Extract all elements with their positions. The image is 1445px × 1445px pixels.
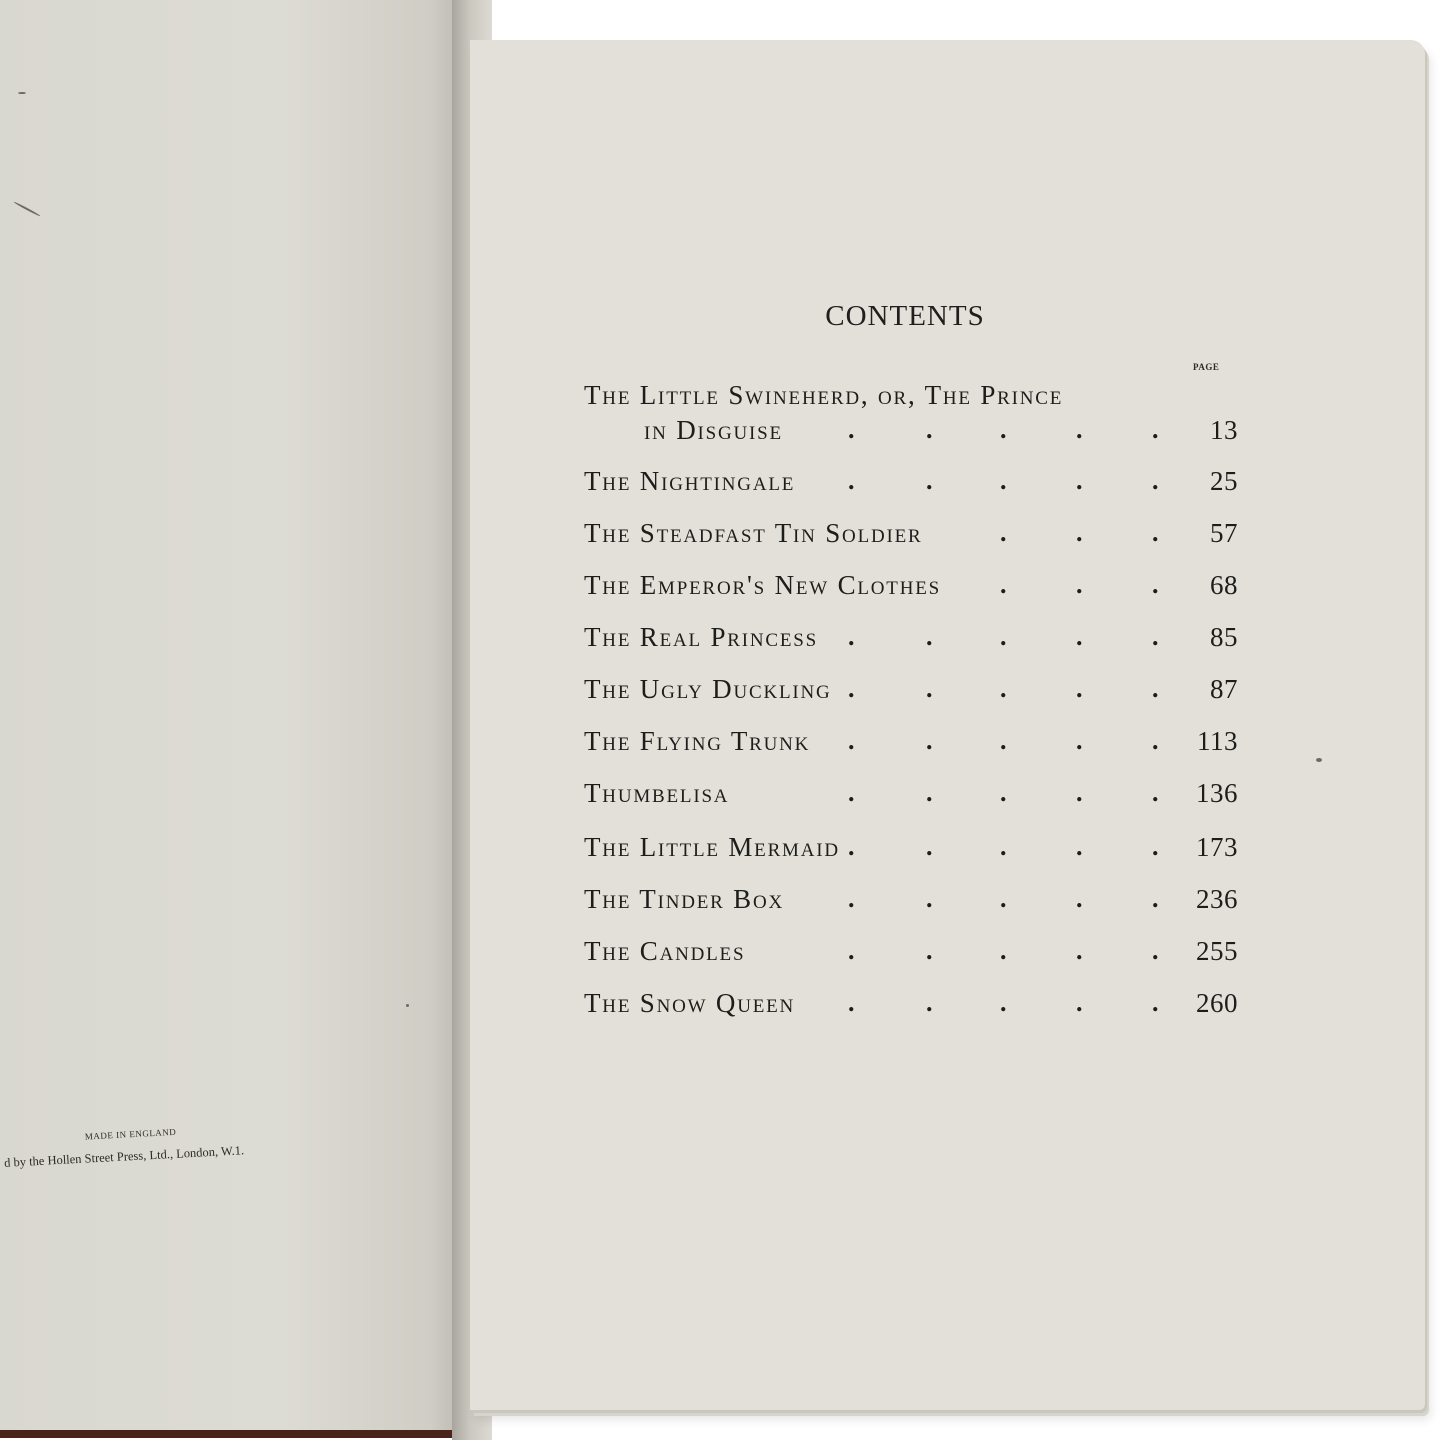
toc-entry-title: The Flying Trunk [584, 726, 811, 756]
leader-dot: . [848, 674, 855, 703]
leader-dot: . [1000, 832, 1007, 861]
leader-dot: . [926, 884, 933, 913]
leader-dot: . [1076, 832, 1083, 861]
leader-dot: . [848, 778, 855, 807]
leader-dot: . [1152, 832, 1159, 861]
leader-dot: . [1076, 988, 1083, 1017]
toc-entry-page-number: 85 [1210, 622, 1238, 652]
leader-dot: . [1076, 936, 1083, 965]
toc-entry [584, 778, 1244, 818]
toc-entry [584, 518, 1244, 558]
toc-entry-page-number: 25 [1210, 466, 1238, 496]
toc-entry [584, 622, 1244, 662]
leader-dot: . [848, 726, 855, 755]
toc-entry-title: The Little Swineherd, or, The Prince [584, 380, 1064, 410]
leader-dot: . [926, 726, 933, 755]
leader-dot: . [1000, 674, 1007, 703]
leader-dot: . [1152, 518, 1159, 547]
leader-dot: . [1000, 415, 1007, 444]
toc-entry-page-number: 260 [1196, 988, 1238, 1018]
toc-entry-title: The Little Mermaid [584, 832, 840, 862]
toc-entry-title: The Candles [584, 936, 746, 966]
toc-entry [584, 832, 1244, 872]
leader-dot: . [1000, 988, 1007, 1017]
leader-dot: . [1076, 622, 1083, 651]
leader-dot: . [1076, 466, 1083, 495]
leader-dot: . [1000, 778, 1007, 807]
leader-dot: . [1152, 884, 1159, 913]
toc-entry-page-number: 136 [1196, 778, 1238, 808]
leader-dot: . [926, 415, 933, 444]
made-in-england-label: MADE IN ENGLAND [84, 1126, 177, 1142]
leader-dot: . [1152, 988, 1159, 1017]
contents-heading: CONTENTS [825, 300, 985, 332]
leader-dot: . [1076, 570, 1083, 599]
right-page [470, 40, 1425, 1410]
leader-dot: . [1152, 936, 1159, 965]
leader-dot: . [926, 832, 933, 861]
toc-entry-page-number: 173 [1196, 832, 1238, 862]
toc-entry-title-continued: in Disguise [644, 415, 783, 445]
toc-entry [584, 884, 1244, 924]
leader-dot: . [1000, 518, 1007, 547]
toc-entry-page-number: 68 [1210, 570, 1238, 600]
leader-dot: . [926, 936, 933, 965]
toc-entry-title: The Snow Queen [584, 988, 796, 1018]
leader-dot: . [1076, 726, 1083, 755]
paper-speck [13, 201, 40, 217]
toc-entry-page-number: 57 [1210, 518, 1238, 548]
leader-dot: . [848, 832, 855, 861]
leader-dot: . [1076, 674, 1083, 703]
leader-dot: . [1152, 726, 1159, 755]
paper-speck [1316, 758, 1322, 762]
toc-entry-title: Thumbelisa [584, 778, 730, 808]
leader-dot: . [1076, 884, 1083, 913]
leader-dot: . [1000, 466, 1007, 495]
toc-entry-title: The Tinder Box [584, 884, 785, 914]
paper-speck [18, 92, 26, 94]
leader-dot: . [848, 988, 855, 1017]
toc-entry [584, 726, 1244, 766]
leader-dot: . [926, 466, 933, 495]
leader-dot: . [1000, 570, 1007, 599]
leader-dot: . [1152, 674, 1159, 703]
leader-dot: . [848, 622, 855, 651]
toc-entry-page-number: 13 [1210, 415, 1238, 445]
leader-dot: . [1000, 884, 1007, 913]
toc-entry-title: The Real Princess [584, 622, 819, 652]
toc-entry-page-number: 255 [1196, 936, 1238, 966]
leader-dot: . [1076, 778, 1083, 807]
leader-dot: . [1076, 415, 1083, 444]
toc-entry-page-number: 236 [1196, 884, 1238, 914]
toc-entry [584, 380, 1244, 420]
leader-dot: . [1000, 622, 1007, 651]
printer-imprint [0, 1105, 330, 1170]
leader-dot: . [848, 884, 855, 913]
toc-entry-title: The Emperor's New Clothes [584, 570, 942, 600]
leader-dot: . [1152, 570, 1159, 599]
leader-dot: . [1000, 936, 1007, 965]
toc-entry-title: The Steadfast Tin Soldier [584, 518, 923, 548]
toc-entry-continuation [584, 415, 1244, 455]
leader-dot: . [926, 622, 933, 651]
leader-dot: . [1076, 518, 1083, 547]
toc-entry [584, 936, 1244, 976]
leader-dot: . [926, 674, 933, 703]
leader-dot: . [926, 988, 933, 1017]
toc-entry [584, 466, 1244, 506]
leader-dot: . [926, 778, 933, 807]
toc-entry-page-number: 87 [1210, 674, 1238, 704]
printer-credit: d by the Hollen Street Press, Ltd., London, W.1. [3, 1143, 245, 1170]
leader-dot: . [1152, 466, 1159, 495]
toc-entry-page-number: 113 [1197, 726, 1238, 756]
leader-dot: . [848, 415, 855, 444]
left-page [0, 0, 468, 1430]
toc-entry-title: The Ugly Duckling [584, 674, 832, 704]
leader-dot: . [1152, 778, 1159, 807]
leader-dot: . [1152, 415, 1159, 444]
toc-entry [584, 674, 1244, 714]
page-column-header: PAGE [1193, 362, 1220, 372]
leader-dot: . [1152, 622, 1159, 651]
toc-entry-title: The Nightingale [584, 466, 796, 496]
leader-dot: . [848, 936, 855, 965]
toc-entry [584, 570, 1244, 610]
leader-dot: . [1000, 726, 1007, 755]
paper-speck [406, 1004, 409, 1007]
toc-entry [584, 988, 1244, 1028]
leader-dot: . [848, 466, 855, 495]
